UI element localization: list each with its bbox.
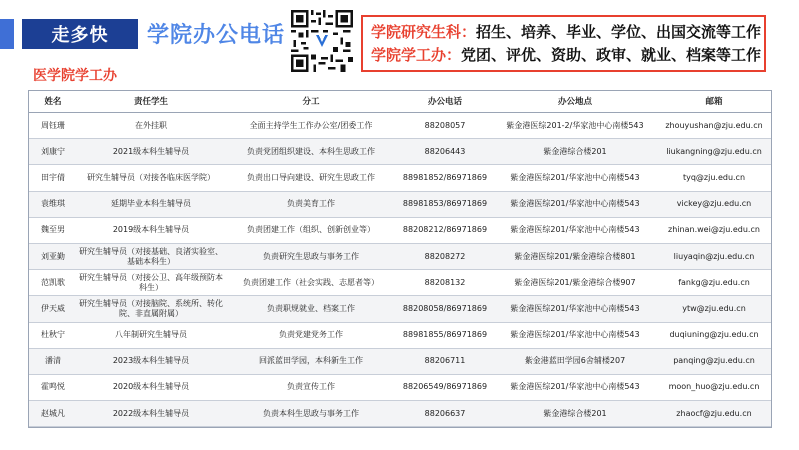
phone-cell: 88208057 [397,113,493,139]
column-header: 姓名 [29,91,77,113]
name-cell: 魏至男 [29,217,77,243]
table-row [29,217,771,243]
duty-cell: 负责研究生思政与事务工作 [225,243,397,269]
email-cell[interactable]: vickey@zju.edu.cn [657,191,771,217]
table-row [29,401,771,427]
location-cell: 紫金港医综201/华家池中心南楼543 [493,322,657,348]
duty-cell: 负责党团组织建设、本科生思政工作 [225,139,397,165]
info-label: 学院研究生科： [371,23,477,41]
info-line-student-affairs [371,44,762,67]
email-cell[interactable]: liuyaqin@zju.edu.cn [657,243,771,269]
contact-table [28,90,772,428]
phone-cell: 88208058/86971869 [397,296,493,322]
email-cell[interactable]: zhinan.wei@zju.edu.cn [657,217,771,243]
email-cell[interactable]: zhouyushan@zju.edu.cn [657,113,771,139]
email-cell[interactable]: fankg@zju.edu.cn [657,270,771,296]
table-row [29,296,771,322]
duty-cell: 负责职规就业、档案工作 [225,296,397,322]
column-header: 邮箱 [657,91,771,113]
duty-cell: 负责本科生思政与事务工作 [225,401,397,427]
phone-cell: 88208212/86971869 [397,217,493,243]
location-cell: 紫金港综合楼201 [493,401,657,427]
duty-cell: 负责党建党务工作 [225,322,397,348]
email-cell[interactable]: duqiuning@zju.edu.cn [657,322,771,348]
location-cell: 紫金港医综201/华家池中心南楼543 [493,296,657,322]
phone-cell: 88206443 [397,139,493,165]
table-row [29,243,771,269]
students-cell: 2022级本科生辅导员 [77,401,225,427]
email-cell[interactable]: tyq@zju.edu.cn [657,165,771,191]
location-cell: 紫金港医综201/华家池中心南楼543 [493,165,657,191]
location-cell: 紫金港蓝田学园6舍辅楼207 [493,348,657,374]
location-cell: 紫金港医综201/华家池中心南楼543 [493,374,657,400]
table-row [29,113,771,139]
students-cell: 2023级本科生辅导员 [77,348,225,374]
duty-cell: 负责美育工作 [225,191,397,217]
students-cell: 延期毕业本科生辅导员 [77,191,225,217]
students-cell: 在外挂职 [77,113,225,139]
info-text: 党团、评优、资助、政审、就业、档案等工作 [461,46,762,64]
email-cell[interactable]: ytw@zju.edu.cn [657,296,771,322]
students-cell: 研究生辅导员（对接脑院、系统所、转化院、非直属附属） [77,296,225,322]
location-cell: 紫金港综合楼201 [493,139,657,165]
table-row [29,165,771,191]
decorative-strip [0,19,14,49]
name-cell: 刘亚勤 [29,243,77,269]
info-text: 招生、培养、毕业、学位、出国交流等工作 [476,23,762,41]
table-row [29,322,771,348]
phone-cell: 88206549/86971869 [397,374,493,400]
students-cell: 2019级本科生辅导员 [77,217,225,243]
students-cell: 研究生辅导员（对接各临床医学院） [77,165,225,191]
info-box [361,15,766,72]
name-cell: 刘康宁 [29,139,77,165]
students-cell: 2021级本科生辅导员 [77,139,225,165]
students-cell: 八年制研究生辅导员 [77,322,225,348]
column-header: 办公地点 [493,91,657,113]
phone-cell: 88206711 [397,348,493,374]
qr-code-icon [291,10,353,72]
phone-cell: 88206637 [397,401,493,427]
name-cell: 周钰珊 [29,113,77,139]
duty-cell: 负责团建工作（组织、创新创业等） [225,217,397,243]
location-cell: 紫金港医综201/紫金港综合楼801 [493,243,657,269]
duty-cell: 回派蓝田学园，本科新生工作 [225,348,397,374]
table-header-row [29,91,771,113]
duty-cell: 负责团建工作（社会实践、志愿者等） [225,270,397,296]
table-row [29,270,771,296]
page-title: 学院办公电话 [147,23,286,48]
location-cell: 紫金港医综201/紫金港综合楼907 [493,270,657,296]
students-cell: 研究生辅导员（对接公卫、高年级预防本科生） [77,270,225,296]
name-cell: 伊天威 [29,296,77,322]
name-cell: 赵城凡 [29,401,77,427]
column-header: 分工 [225,91,397,113]
info-label: 学院学工办： [371,46,462,64]
table-row [29,374,771,400]
duty-cell: 负责出口导向建设、研究生思政工作 [225,165,397,191]
table-row [29,191,771,217]
name-cell: 霍鸣悦 [29,374,77,400]
email-cell[interactable]: moon_huo@zju.edu.cn [657,374,771,400]
phone-cell: 88208272 [397,243,493,269]
column-header: 责任学生 [77,91,225,113]
section-title: 医学院学工办 [33,68,117,84]
email-cell[interactable]: panqing@zju.edu.cn [657,348,771,374]
name-cell: 田宇倩 [29,165,77,191]
phone-cell: 88208132 [397,270,493,296]
column-header: 办公电话 [397,91,493,113]
phone-cell: 88981853/86971869 [397,191,493,217]
header-badge: 走多快 [22,19,138,49]
info-line-grad [371,21,762,44]
name-cell: 杜秋宁 [29,322,77,348]
name-cell: 袁维琪 [29,191,77,217]
location-cell: 紫金港医综201/华家池中心南楼543 [493,217,657,243]
duty-cell: 全面主持学生工作办公室/团委工作 [225,113,397,139]
table-row [29,139,771,165]
email-cell[interactable]: liukangning@zju.edu.cn [657,139,771,165]
phone-cell: 88981855/86971869 [397,322,493,348]
duty-cell: 负责宣传工作 [225,374,397,400]
location-cell: 紫金港医综201/华家池中心南楼543 [493,191,657,217]
email-cell[interactable]: zhaocf@zju.edu.cn [657,401,771,427]
students-cell: 2020级本科生辅导员 [77,374,225,400]
location-cell: 紫金港医综201-2/华家池中心南楼543 [493,113,657,139]
students-cell: 研究生辅导员（对接基础、良渚实验室、基础本科生） [77,243,225,269]
name-cell: 潘清 [29,348,77,374]
table-row [29,348,771,374]
phone-cell: 88981852/86971869 [397,165,493,191]
name-cell: 范凯歌 [29,270,77,296]
